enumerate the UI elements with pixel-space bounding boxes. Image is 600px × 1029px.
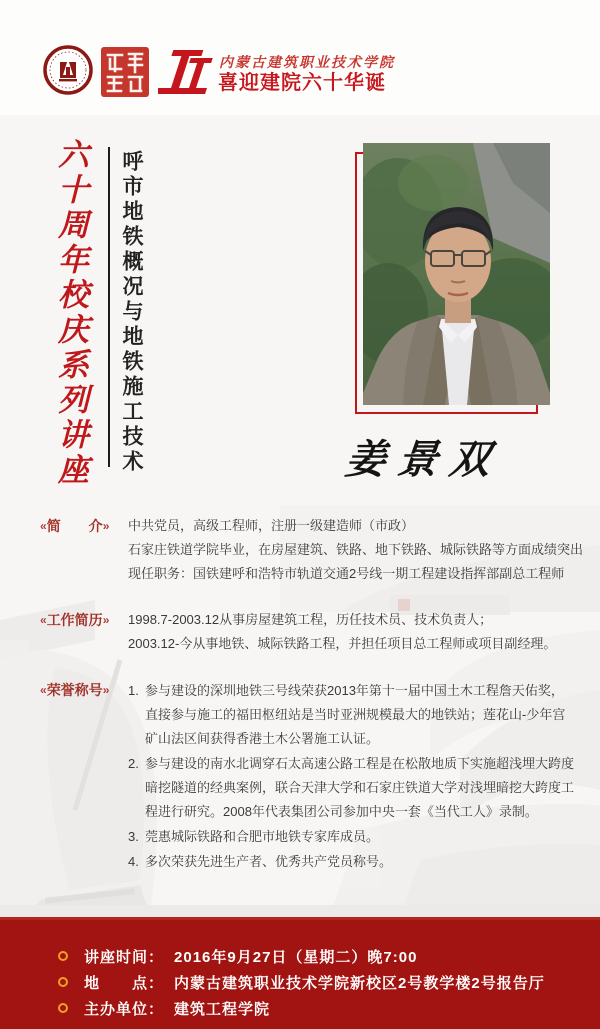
series-title-calligraphy: 六十周年校庆系列讲座 [52,138,88,488]
anniversary-60-logo [158,48,216,96]
anniversary-slogan: 喜迎建院六十华诞 [218,72,386,94]
career-label: «工作简历» [40,612,110,628]
footer-label: 地 点： [84,974,165,992]
footer-label: 主办单位： [84,1000,165,1018]
honors-section [40,678,580,874]
school-seal-icon [43,45,93,95]
ring-bullet-icon [58,977,68,987]
honor-item: 2. 参与建设的南水北调穿石太高速公路工程是在松散地质下实施超浅埋大跨度 暗挖隧道的经典案例，联合天津大学和石家庄铁道大学对浅埋暗挖大跨度工 程进行研究。2008年代表集团公司参加中央一套《当代工人》录制。 [128,756,575,819]
speaker-name-calligraphy: 姜景双 [343,436,505,483]
intro-section [40,514,584,586]
footer-row-location [58,971,545,993]
footer-row-time [58,945,417,967]
ornament-open-icon: « [40,683,47,697]
career-line: 1998.7-2003.12从事房屋建筑工程，历任技术员、技术负责人； [128,612,493,627]
vertical-divider [108,147,110,467]
ring-bullet-icon [58,1003,68,1013]
ornament-close-icon: » [102,613,110,627]
school-name: 内蒙古建筑职业技术学院 [219,55,395,71]
honors-label: «荣誉称号» [40,682,110,698]
intro-label: «简 介» [40,518,110,534]
ornament-close-icon: » [102,519,110,533]
ornament-close-icon: » [102,683,110,697]
honor-item: 3. 莞惠城际铁路和合肥市地铁专家库成员。 [128,829,380,844]
intro-line: 现任职务：国铁建呼和浩特市轨道交通2号线一期工程建设指挥部副总工程师 [128,566,565,581]
honor-item: 4. 多次荣获先进生产者、优秀共产党员称号。 [128,854,393,869]
ornament-open-icon: « [40,519,47,533]
footer-bar [0,917,600,1029]
ring-bullet-icon [58,951,68,961]
career-section [40,608,580,656]
footer-value: 2016年9月27日（星期二）晚7:00 [174,948,418,966]
info-sections [40,514,584,874]
footer-value: 建筑工程学院 [174,1000,271,1018]
lecture-title: 呼市地铁概况与地铁施工技术 [120,150,143,475]
career-line: 2003.12-今从事地铁、城际铁路工程，并担任项目总工程师或项目副经理。 [128,636,557,651]
footer-label: 讲座时间： [84,948,165,966]
intro-line: 中共党员，高级工程师，注册一级建造师（市政） [128,518,415,533]
poster-header [0,0,600,115]
speaker-photo [363,143,550,405]
footer-row-organizer [58,997,270,1019]
intro-line: 石家庄铁道学院毕业，在房屋建筑、铁路、地下铁路、城际铁路等方面成绩突出 [128,542,584,557]
honor-item: 1. 参与建设的深圳地铁三号线荣获2013年第十一届中国土木工程詹天佑奖， 直接参与施工的福田枢纽站是当时亚洲规模最大的地铁站；莲花山-少年宫 矿山法区间获得香港土木公署施工认证。 [128,683,566,746]
footer-value: 内蒙古建筑职业技术学院新校区2号教学楼2号报告厅 [174,974,545,992]
anniversary-stamp-icon [100,46,150,98]
ornament-open-icon: « [40,613,47,627]
